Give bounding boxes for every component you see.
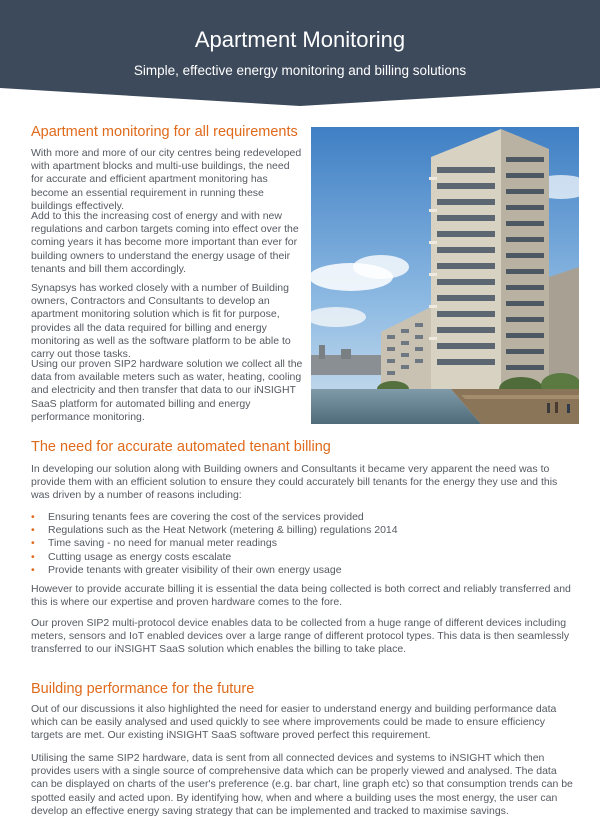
paragraph: Synapsys has worked closely with a number of Building owners, Contractors and Consultants to develop an apartment monitoring solution which is fit for purpose, provides all the data required for billing and energy monitoring as well as the software platform to be able to carry out those tasks. — [31, 282, 291, 361]
reasons-list — [31, 511, 551, 577]
paragraph: Using our proven SIP2 hardware solution we collect all the data from available meters such as water, heating, cooling and electricity and then transfer that data to our iNSIGHT SaaS platform for automated billing and energy performance monitoring. — [31, 358, 303, 423]
section-title-tenant-billing: The need for accurate automated tenant billing — [31, 439, 331, 455]
bullet-icon: • — [31, 524, 35, 537]
paragraph: However to provide accurate billing it is essential the data being collected is both correct and reliably transferred and this is where our expertise and proven hardware comes to the fore. — [31, 583, 571, 609]
bullet-icon: • — [31, 550, 35, 563]
page-subtitle: Simple, effective energy monitoring and billing solutions — [133, 63, 467, 78]
list-item: • Provide tenants with greater visibility of their own energy usage — [31, 563, 342, 576]
apartment-building-photo — [311, 127, 579, 424]
bullet-icon: • — [31, 511, 35, 523]
list-item: • Time saving - no need for manual meter readings — [31, 537, 277, 550]
header-banner — [0, 0, 600, 106]
section-title-apartment-monitoring: Apartment monitoring for all requirements — [31, 124, 298, 140]
paragraph: With more and more of our city centres being redeveloped with apartment blocks and multi-use buildings, the need for accurate and efficient apartment monitoring has become an essential requirement in running these buildings effectively. — [31, 147, 302, 212]
bullet-icon: • — [31, 563, 35, 576]
page-title: Apartment Monitoring — [194, 27, 406, 52]
paragraph: Our proven SIP2 multi-protocol device enables data to be collected from a huge range of different devices including meters, sensors and IoT enabled devices over a large range of different protocol types. This data is then seamlessly transferred to our iNSIGHT SaaS solution which enables the billing to take place. — [31, 617, 570, 656]
header-background — [0, 0, 600, 106]
list-item: • Cutting usage as energy costs escalate — [31, 550, 232, 563]
section-title-building-performance: Building performance for the future — [31, 681, 255, 697]
bullet-icon: • — [31, 537, 35, 550]
paragraph: Add to this the increasing cost of energy and with new regulations and carbon targets coming into effect over the coming years it has become more important than ever for building owners to understand the energy usage of their tenants and bill them accordingly. — [31, 210, 299, 275]
list-item: • Ensuring tenants fees are covering the cost of the services provided — [31, 511, 364, 523]
paragraph: Out of our discussions it also highlighted the need for easier to understand energy and building performance data which can be easily analysed and used quickly to see where improvements could be made to ensure efficiency targets are met. Our existing iNSIGHT SaaS software proved perfect this requirement. — [31, 703, 557, 742]
paragraph: Utilising the same SIP2 hardware, data is sent from all connected devices and systems to iNSIGHT which then provides users with a single source of comprehensive data which can be properly viewed and analysed. The data can be displayed on charts of the user's preference (e.g. bar chart, line graph etc) so that consumption trends can be spotted easily and acted upon. By identifying how, when and where a building uses the most energy, the user can develop an effective energy saving strategy that can be implemented and tracked to maximise savings. — [31, 752, 573, 817]
paragraph: In developing our solution along with Building owners and Consultants it became very apparent the need was to provide them with an efficient solution to ensure they could accurately bill tenants for the energy they use and this was driven by a number of reasons including: — [31, 463, 558, 502]
list-item: • Regulations such as the Heat Network (metering & billing) regulations 2014 — [31, 524, 398, 537]
